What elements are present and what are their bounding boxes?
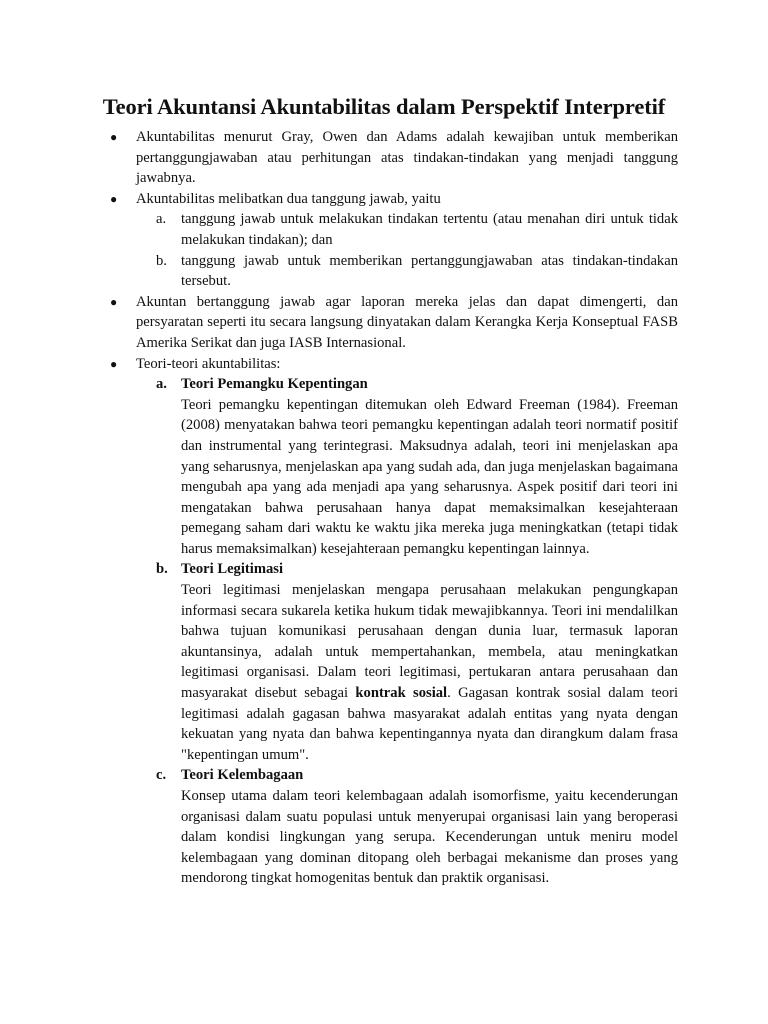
list-item-text: tanggung jawab untuk melakukan tindakan tertentu (atau menahan diri untuk tidak melakukan tindakan); dan bbox=[181, 211, 678, 248]
list-marker: b. bbox=[156, 252, 167, 269]
bullet-dot-icon: ● bbox=[110, 130, 118, 144]
theory-body: Konsep utama dalam teori kelembagaan adalah isomorfisme, yaitu kecenderungan organisasi dalam suatu populasi untuk menyerupai organisasi lain yang beroperasi dalam kondisi lingkungan yang serupa. Kecenderungan untuk meniru model kelembagaan yang dominan ditopang oleh berbagai mekanisme dan proses yang mendorong tingkat homogenitas bentuk dan praktik organisasi. bbox=[181, 788, 678, 887]
list-item bbox=[145, 251, 678, 292]
theory-body bbox=[181, 580, 678, 765]
list-marker: a. bbox=[156, 376, 167, 393]
bullet-item bbox=[100, 354, 678, 375]
document-title: Teori Akuntansi Akuntabilitas dalam Perspektif Interpretif bbox=[102, 94, 666, 119]
theory-title: Teori Kelembagaan bbox=[181, 767, 304, 784]
theory-item bbox=[145, 765, 678, 889]
bullet-text: Akuntabilitas melibatkan dua tanggung jawab, yaitu bbox=[136, 190, 441, 207]
bullet-dot-icon: ● bbox=[110, 356, 118, 371]
theory-body-text: . Gagasan kontrak sosial dalam teori legitimasi adalah gagasan bahwa masyarakat adalah entitas yang nyata dengan kekuatan yang nyata dan bahwa kepentingannya nyata dan dirangkum dalam frasa "kepentingan umum". bbox=[181, 685, 678, 763]
bullet-dot-icon: ● bbox=[110, 191, 118, 206]
document-body bbox=[100, 127, 678, 889]
keyword-bold: kontrak sosial bbox=[355, 685, 448, 702]
list-item bbox=[145, 209, 678, 250]
responsibility-list bbox=[145, 209, 678, 291]
list-item-text: tanggung jawab untuk memberikan pertanggungjawaban atas tindakan-tindakan tersebut. bbox=[181, 252, 678, 290]
bullet-dot-icon: ● bbox=[110, 294, 118, 309]
list-marker: c. bbox=[156, 767, 167, 784]
bullet-text: Akuntabilitas menurut Gray, Owen dan Adams adalah kewajiban untuk memberikan pertanggungjawaban atau perhitungan atas tindakan-tindakan yang menjadi tanggung jawabnya. bbox=[136, 129, 678, 187]
bullet-text: Teori-teori akuntabilitas: bbox=[136, 355, 281, 372]
bullet-item bbox=[100, 189, 678, 210]
bullet-item bbox=[100, 127, 678, 189]
theory-title: Teori Pemangku Kepentingan bbox=[181, 376, 368, 393]
theory-body-text: Teori legitimasi menjelaskan mengapa perusahaan melakukan pengungkapan informasi secara sukarela ketika hukum tidak mewajibkannya. Teori ini mendalilkan bahwa tujuan komunikasi perusahaan dengan dunia luar, termasuk laporan akuntansinya, adalah untuk mempertahankan, membela, atau meningkatkan legitimasi organisasi. Dalam teori legitimasi, pertukaran antara perusahaan dan masyarakat disebut sebagai bbox=[181, 582, 678, 702]
list-marker: b. bbox=[156, 561, 168, 578]
list-marker: a. bbox=[156, 211, 167, 228]
theory-list bbox=[145, 374, 678, 889]
theory-item bbox=[145, 374, 678, 559]
theory-body: Teori pemangku kepentingan ditemukan oleh Edward Freeman (1984). Freeman (2008) menyatakan bahwa teori pemangku kepentingan adalah teori normatif positif dan instrumental yang terintegrasi. Maksudnya adalah, teori ini menjelaskan apa yang seharusnya, menjelaskan apa yang sudah ada, dan juga menjelaskan bagaimana mengubah apa yang ada menjadi apa yang seharusnya. Aspek positif dari teori ini mengatakan bahwa perusahaan hanya dapat memaksimalkan kesejahteraan pemegang saham dari waktu ke waktu jika mereka juga meningkatkan (tetapi tidak harus memaksimalkan) kesejahteraan pemangku kepentingan lainnya. bbox=[181, 396, 678, 557]
bullet-item bbox=[100, 292, 678, 354]
theory-item bbox=[145, 559, 678, 765]
bullet-text: Akuntan bertanggung jawab agar laporan mereka jelas dan dapat dimengerti, dan persyaratan seperti itu secara langsung dinyatakan dalam Kerangka Kerja Konseptual FASB Amerika Serikat dan juga IASB Internasional. bbox=[136, 293, 678, 351]
theory-title: Teori Legitimasi bbox=[181, 561, 284, 578]
